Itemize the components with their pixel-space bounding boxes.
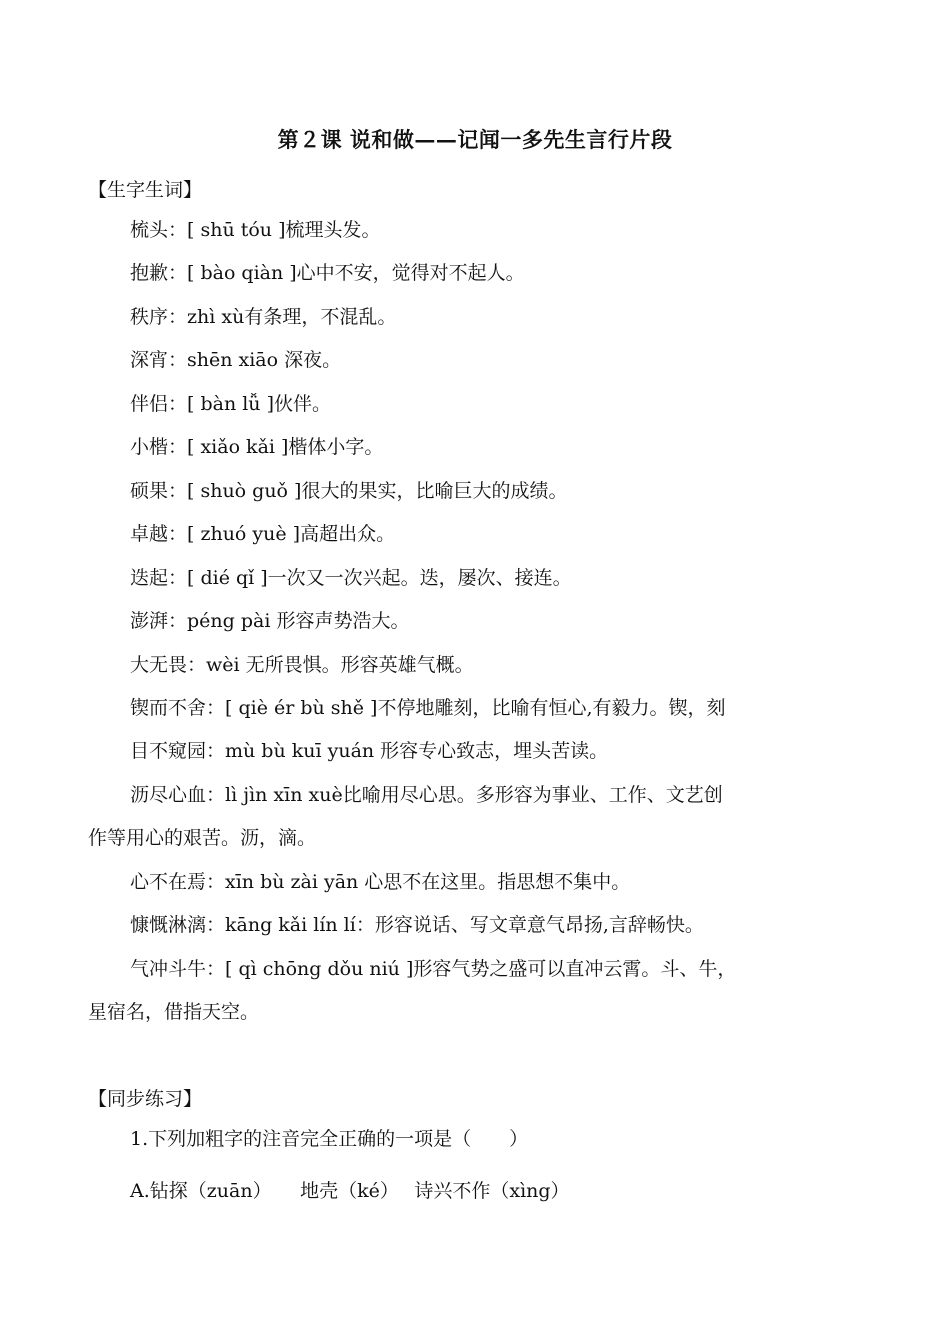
vocab-entry: 锲而不舍：[ qiè ér bù shě ]不停地雕刻，比喻有恒心,有毅力。锲，刻 [130,697,726,719]
vocab-entry: 迭起：[ dié qǐ ]一次又一次兴起。迭，屡次、接连。 [130,567,572,589]
vocab-entry: 小楷：[ xiǎo kǎi ]楷体小字。 [130,436,384,458]
vocab-entry: 梳头：[ shū tóu ]梳理头发。 [130,219,381,241]
question-1: 1.下列加粗字的注音完全正确的一项是（ ） [130,1128,529,1150]
vocab-entry: 硕果：[ shuò guǒ ]很大的果实，比喻巨大的成绩。 [130,480,568,502]
vocab-entry: 心不在焉：xīn bù zài yān 心思不在这里。指思想不集中。 [130,871,631,893]
vocab-entry-continuation: 作等用心的艰苦。沥，滴。 [88,827,317,849]
vocab-entry: 气冲斗牛：[ qì chōng dǒu niú ]形容气势之盛可以直冲云霄。斗、牛， [130,958,737,980]
vocab-entry: 抱歉：[ bào qiàn ]心中不安，觉得对不起人。 [130,262,525,284]
page-title: 第２课 说和做——记闻一多先生言行片段 [277,127,673,152]
vocab-entry: 深宵：shēn xiāo 深夜。 [130,349,342,371]
question-1-option-a: A.钻探（zuān） 地壳（ké） 诗兴不作（xìng） [130,1180,570,1202]
section-heading-practice: 【同步练习】 [88,1088,203,1110]
vocab-entry: 目不窥园：mù bù kuī yuán 形容专心致志，埋头苦读。 [130,740,609,762]
section-heading-vocab: 【生字生词】 [88,179,203,201]
vocab-entry: 卓越：[ zhuó yuè ]高超出众。 [130,523,396,545]
vocab-entry: 伴侣：[ bàn lǚ ]伙伴。 [130,393,331,415]
vocab-entry: 澎湃：péng pài 形容声势浩大。 [130,610,410,632]
vocab-entry: 大无畏：wèi 无所畏惧。形容英雄气概。 [130,654,474,676]
vocab-entry: 慷慨淋漓：kāng kǎi lín lí：形容说话、写文章意气昂扬,言辞畅快。 [130,914,704,936]
vocab-entry-continuation: 星宿名，借指天空。 [88,1001,260,1023]
vocab-entry: 秩序：zhì xù有条理，不混乱。 [130,306,397,328]
vocab-entry: 沥尽心血：lì jìn xīn xuè比喻用尽心思。多形容为事业、工作、文艺创 [130,784,723,806]
